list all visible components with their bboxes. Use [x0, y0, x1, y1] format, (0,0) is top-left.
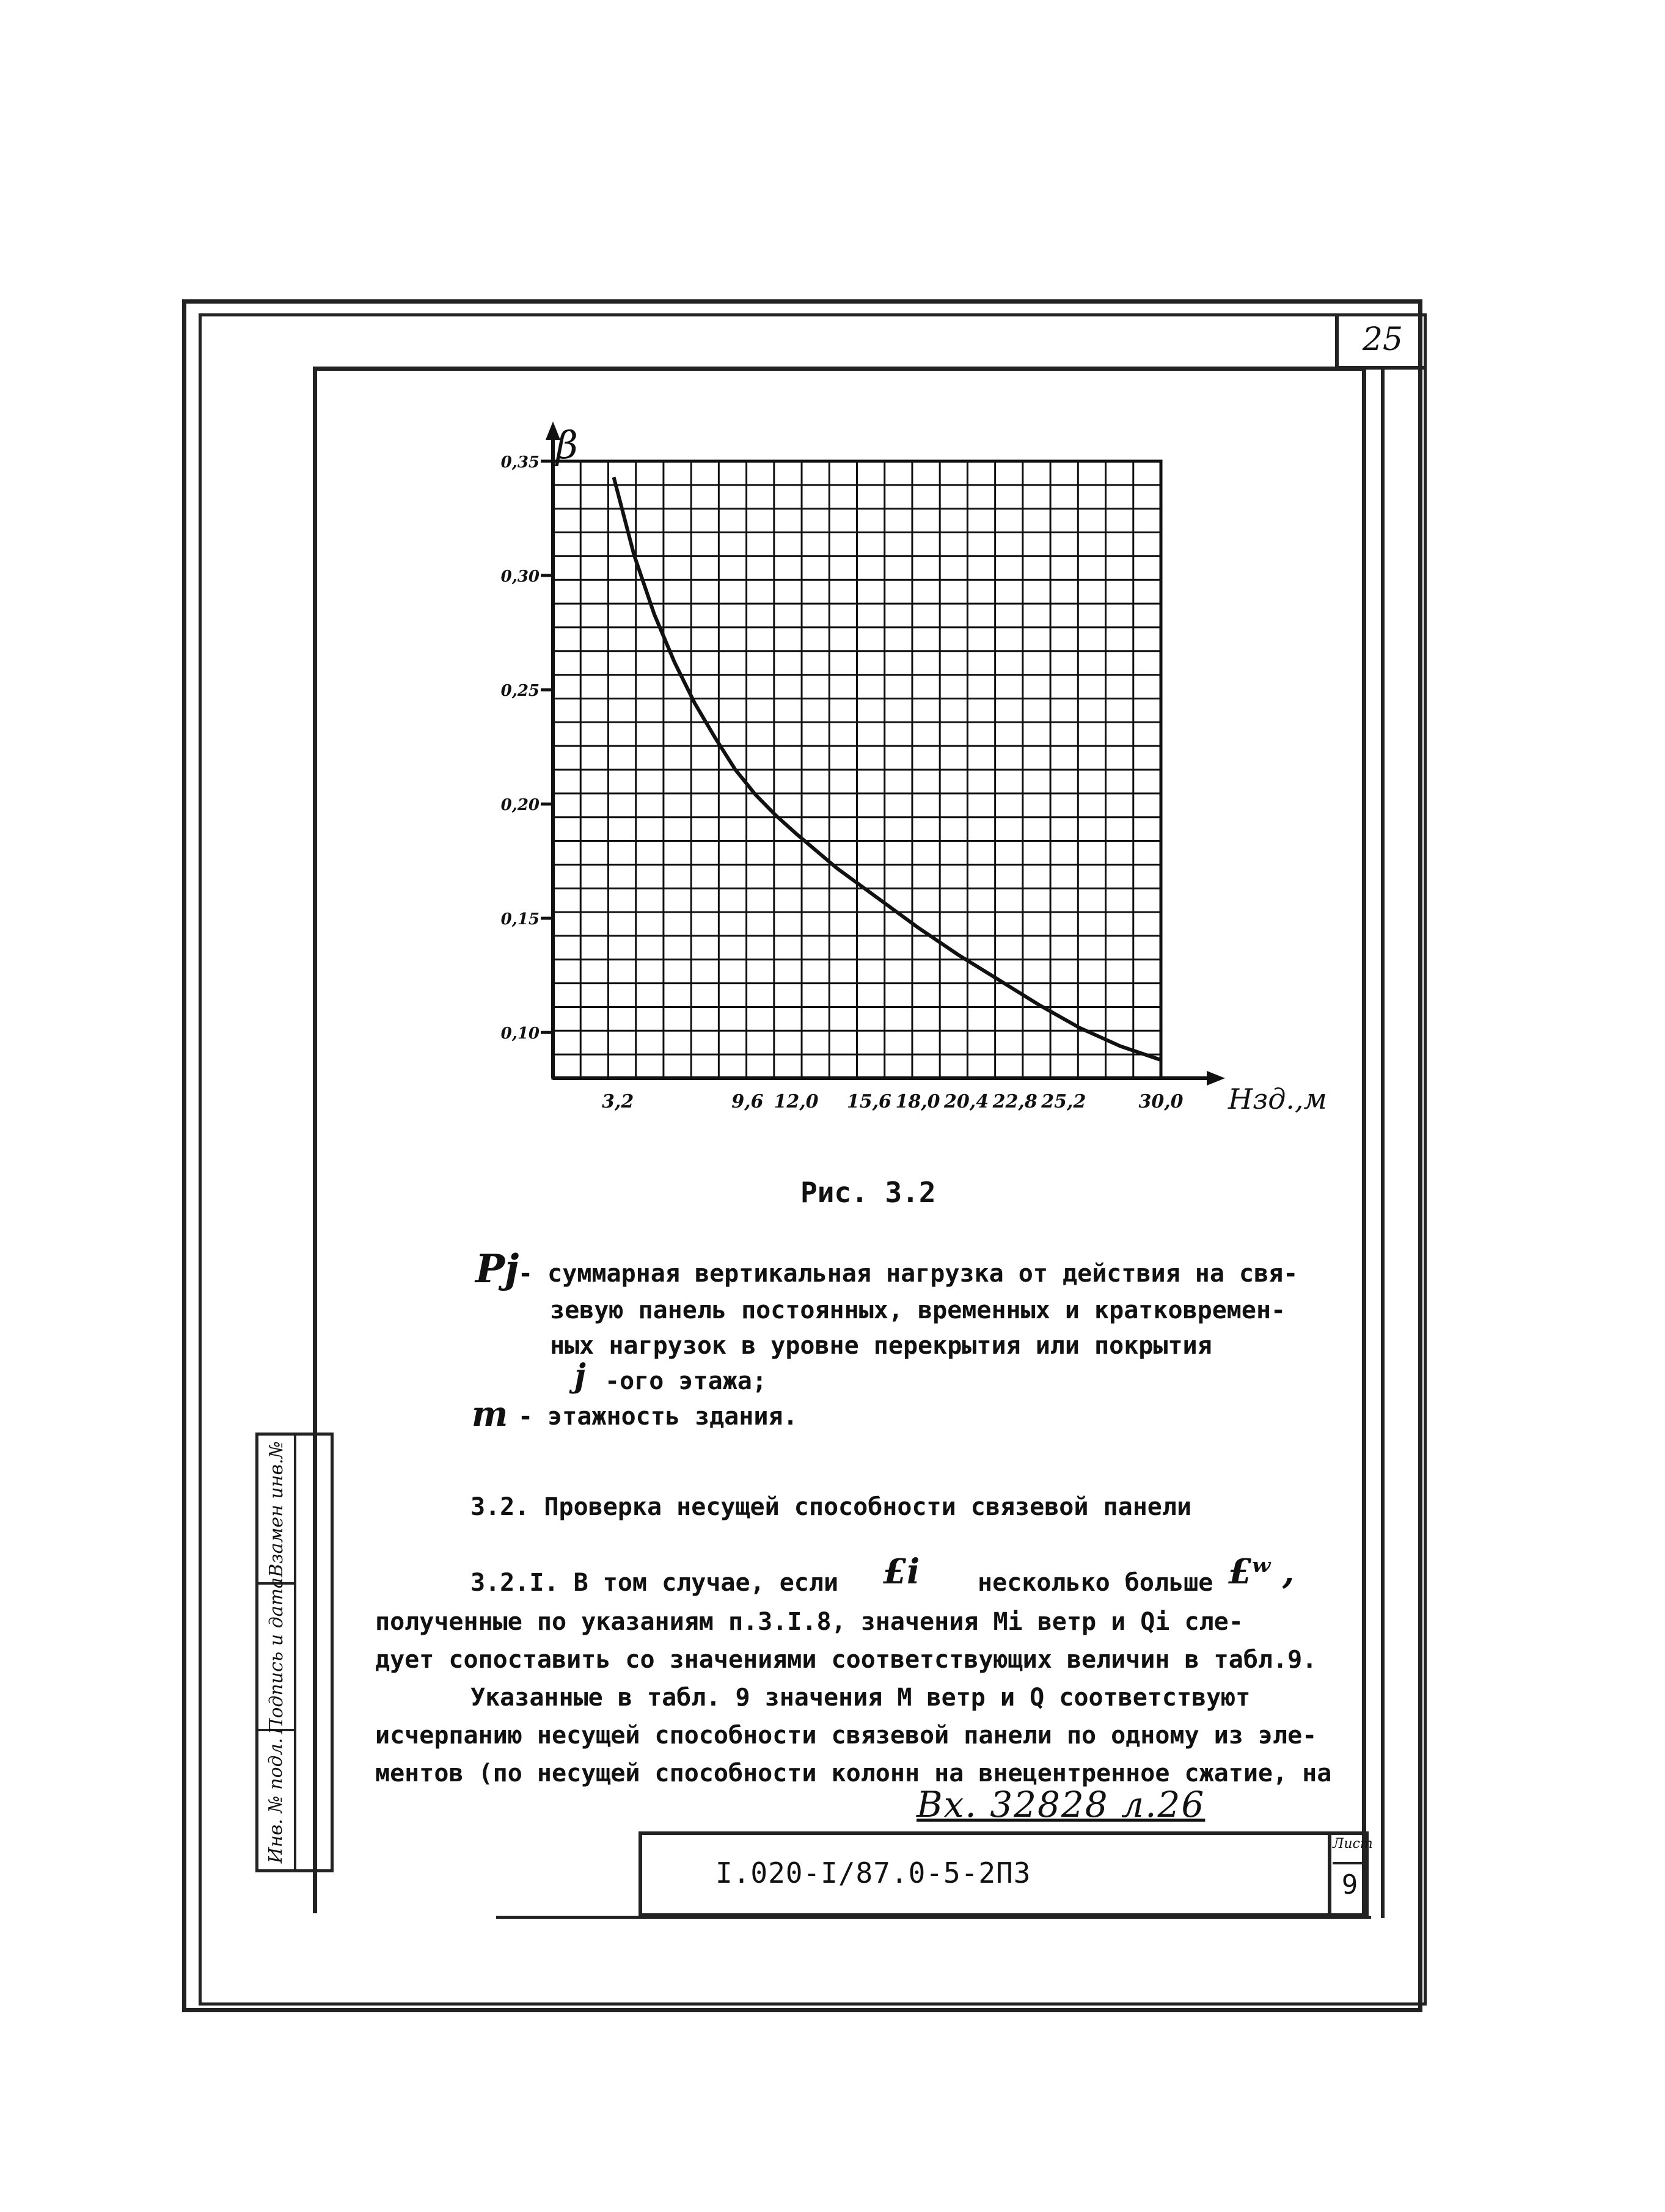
frame-right-line: [1381, 367, 1385, 1918]
y-tick-label: 0,30: [500, 568, 540, 586]
side-label-replace: Взамен инв.№: [265, 1440, 287, 1577]
x-tick-label: 18,0: [895, 1091, 940, 1112]
x-tick-label: 30,0: [1138, 1091, 1184, 1112]
para2-line-1: Указанные в табл. 9 значения M ветр и Q соответствуют: [470, 1684, 1251, 1712]
corner-sheet-number-box: [1335, 313, 1427, 370]
symbol-m: m: [472, 1394, 508, 1434]
x-tick-label: 15,6: [846, 1091, 891, 1112]
handwritten-note: Вх. 32828 л.26: [917, 1784, 1206, 1825]
side-label-signature: Подпись и дата: [265, 1577, 287, 1734]
para1-symbol-lw: £ʷ ,: [1228, 1552, 1295, 1592]
symbol-j: j: [574, 1357, 586, 1395]
document-code: I.020-I/87.0-5-2ПЗ: [715, 1856, 1031, 1889]
section-heading: 3.2. Проверка несущей способности связевой панели: [470, 1493, 1192, 1521]
para1-symbol-li: £i: [883, 1552, 920, 1592]
title-block: [639, 1831, 1373, 1917]
x-tick-label: 25,2: [1041, 1091, 1086, 1112]
def-p-line-2: зевую панель постоянных, временных и кратковремен-: [550, 1296, 1286, 1324]
def-p-line-4: -ого этажа;: [605, 1367, 767, 1395]
para1-line-3: дует сопоставить со значениями соответствующих величин в табл.9.: [375, 1646, 1317, 1674]
para2-line-3: ментов (по несущей способности колонн на внецентренное сжатие, на: [375, 1759, 1332, 1787]
symbol-pj: Pj: [475, 1246, 519, 1292]
para1-mid: несколько больше: [978, 1569, 1213, 1597]
para2-line-2: исчерпанию несущей способности связевой панели по одному из эле-: [375, 1721, 1317, 1750]
chart: [464, 415, 1332, 1124]
x-tick-label: 9,6: [731, 1091, 764, 1112]
def-m-text: - этажность здания.: [518, 1403, 798, 1431]
x-axis-arrow: [1207, 1071, 1225, 1086]
para1-lead: 3.2.I. В том случае, если: [470, 1569, 839, 1597]
y-tick-label: 0,25: [500, 682, 540, 701]
corner-sheet-number: 25: [1362, 321, 1403, 358]
x-tick-label: 22,8: [992, 1091, 1037, 1112]
y-tick-label: 0,35: [500, 453, 540, 472]
bottom-line: [496, 1916, 1371, 1919]
def-p-line-3: ных нагрузок в уровне перекрытия или покрытия: [550, 1332, 1212, 1360]
figure-caption: Рис. 3.2: [800, 1176, 936, 1209]
y-tick-label: 0,15: [500, 910, 540, 929]
sheet-cell: [1328, 1835, 1373, 1913]
def-p-line-1: - суммарная вертикальная нагрузка от действия на свя-: [518, 1260, 1298, 1288]
x-axis-label: Нзд.,м: [1228, 1082, 1327, 1115]
sheet-label: Лист: [1333, 1836, 1368, 1864]
sheet-number: 9: [1341, 1869, 1358, 1900]
x-tick-label: 12,0: [774, 1091, 819, 1112]
y-tick-label: 0,10: [500, 1024, 540, 1043]
x-tick-label: 20,4: [944, 1091, 989, 1112]
chart-ticks: [501, 453, 1184, 1112]
side-stamp: [255, 1433, 334, 1872]
x-tick-label: 3,2: [602, 1091, 634, 1112]
y-axis-label: β: [556, 423, 578, 467]
y-tick-label: 0,20: [500, 796, 540, 815]
chart-grid: [553, 461, 1161, 1078]
para1-line-2: полученные по указаниям п.3.I.8, значения Mi ветр и Qi сле-: [375, 1608, 1243, 1636]
side-label-inventory: Инв. № подл.: [265, 1737, 287, 1864]
